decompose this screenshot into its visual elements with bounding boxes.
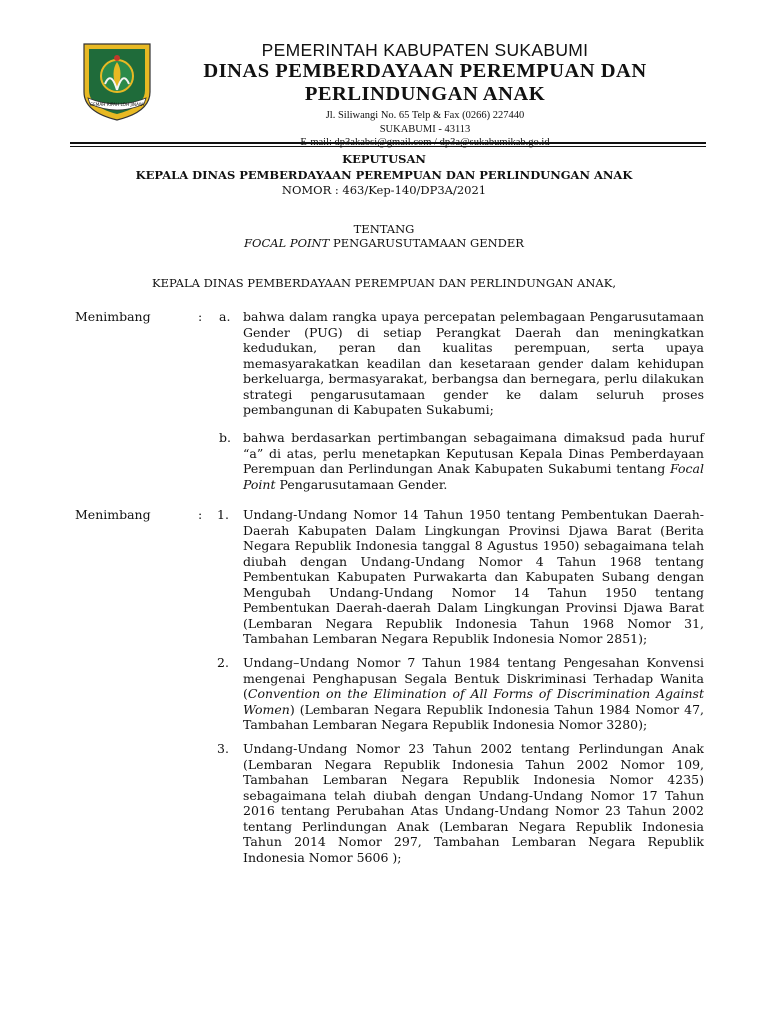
item-marker: b. [219, 430, 231, 445]
logo-motto: GEMAH RIPAH LOH JINAWI [89, 102, 145, 107]
agency-name-line2: PERLINDUNGAN ANAK [304, 83, 546, 105]
section-colon: : [198, 309, 203, 324]
decree-subtitle: KEPALA DINAS PEMBERDAYAAN PEREMPUAN DAN PERLINDUNGAN ANAK [135, 168, 633, 182]
issuer-line: KEPALA DINAS PEMBERDAYAAN PEREMPUAN DAN PERLINDUNGAN ANAK, [152, 276, 616, 290]
agency-city: SUKABUMI - 43113 [379, 123, 471, 135]
about-label: TENTANG [353, 222, 415, 236]
government-name: PEMERINTAH KABUPATEN SUKABUMI [261, 40, 589, 60]
item-marker: 3. [217, 741, 229, 756]
consideration-b: bahwa berdasarkan pertimbangan sebagaimana dimaksud pada huruf “a” di atas, perlu menetapkan Keputusan Kepala Dinas Pemberdayaan Perempuan dan Perlindungan Anak Kabupaten Sukabumi tentang Focal Point Pengarusutamaan Gender. [243, 430, 704, 492]
letterhead [160, 40, 690, 150]
regency-crest-icon [78, 40, 156, 122]
legal-basis-2: Undang–Undang Nomor 7 Tahun 1984 tentang Pengesahan Konvensi mengenai Penghapusan Segala Bentuk Diskriminasi Terhadap Wanita (Convention on the Elimination of All Forms of Discrimination Against Women) (Lembaran Negara Republik Indonesia Tahun 1984 Nomor 47, Tambahan Lembaran Negara Republik Indonesia Nomor 3280); [243, 655, 704, 732]
consideration-a: bahwa dalam rangka upaya percepatan pelembagaan Pengarusutamaan Gender (PUG) di setiap Perangkat Daerah dan meningkatkan kedudukan, peran dan kualitas perempuan, serta upaya memasyarakatkan keadilan dan kesetaraan gender dalam kehidupan berkeluarga, bermasyarakat, berbangsa dan bernegara, perlu dilakukan strategi pengarusutamaan gender ke dalam seluruh proses pembangunan di Kabupaten Sukabumi; [243, 309, 704, 417]
email-link-2[interactable]: dp3a@sukabumikab.go.id [439, 137, 550, 148]
section-colon: : [198, 507, 203, 522]
agency-name-line1: DINAS PEMBERDAYAAN PEREMPUAN DAN [203, 60, 647, 82]
decree-title: KEPUTUSAN [342, 152, 426, 166]
item-marker: 1. [217, 507, 229, 522]
item-marker: a. [219, 309, 231, 324]
item-marker: 2. [217, 655, 229, 670]
email-link-1[interactable]: dp3akabsi@gmail.com [334, 137, 432, 148]
agency-email-line: E-mail: dp3akabsi@gmail.com / dp3a@sukabumikab.go.id [300, 137, 550, 148]
about-subject: FOCAL POINT PENGARUSUTAMAAN GENDER [244, 236, 524, 250]
decree-number: NOMOR : 463/Kep-140/DP3A/2021 [281, 183, 487, 197]
regency-logo [78, 40, 156, 122]
section-label: Menimbang [75, 309, 151, 324]
legal-basis-1: Undang-Undang Nomor 14 Tahun 1950 tentang Pembentukan Daerah-Daerah Kabupaten Dalam Lingkungan Provinsi Djawa Barat (Berita Negara Republik Indonesia tanggal 8 Agustus 1950) sebagaimana telah diubah dengan Undang-Undang Nomor 4 Tahun 1968 tentang Pembentukan Kabupaten Purwakarta dan Kabupaten Subang dengan Mengubah Undang-Undang Nomor 14 Tahun 1950 tentang Pembentukan Daerah-daerah Dalam Lingkungan Provinsi Djawa Barat (Lembaran Negara Republik Indonesia Tahun 1968 Nomor 31, Tambahan Lembaran Negara Republik Indonesia Nomor 2851); [243, 507, 704, 646]
section-label: Menimbang [75, 507, 151, 522]
letterhead-rule-thin [70, 146, 706, 147]
letterhead-rule-thick [70, 142, 706, 144]
legal-basis-3: Undang-Undang Nomor 23 Tahun 2002 tentang Perlindungan Anak (Lembaran Negara Republik Indonesia Tahun 2002 Nomor 109, Tambahan Lembaran Negara Republik Indonesia Nomor 4235) sebagaimana telah diubah dengan Undang-Undang Nomor 17 Tahun 2016 tentang Perubahan Atas Undang-Undang Nomor 23 Tahun 2002 tentang Perlindungan Anak (Lembaran Negara Republik Indonesia Tahun 2014 Nomor 297, Tambahan Lembaran Negara Republik Indonesia Nomor 5606 ); [243, 741, 704, 865]
agency-address: Jl. Siliwangi No. 65 Telp & Fax (0266) 227440 [325, 110, 525, 121]
